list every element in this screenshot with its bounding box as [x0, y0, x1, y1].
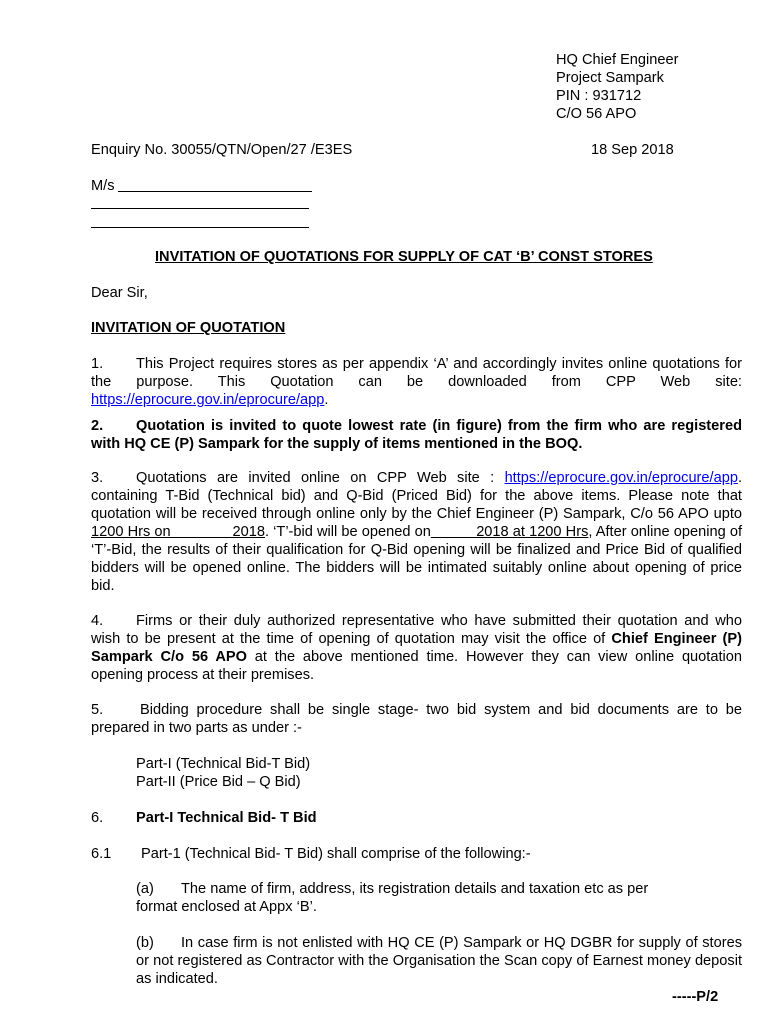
part-1-label: Part-I (Technical Bid-T Bid): [136, 756, 311, 772]
paragraph-3: 3. Quotations are invited online on CPP Web site : https://eprocure.gov.in/eprocure/app. containing T-Bid (Technical bid) and Q-Bid (Priced Bid) for the above items. Please note that quotation will be received through online only by the Chief Engineer (P) Sampark, C/o 56 APO upto 1200 Hrs on 2018. ‘T’-bid will be opened on 2018 at 1200 Hrs, After online opening of ‘T’-Bid, the results of their qualification for Q-Bid opening will be finalized and Price Bid of qualified bidders will be opened online. The bidders will be intimated suitably online about opening of price bid.: [91, 470, 743, 594]
address-line-1: HQ Chief Engineer: [556, 52, 679, 68]
paragraph-number: 5.: [91, 702, 104, 718]
bid-opening-time: 2018 at 1200 Hrs: [430, 524, 589, 540]
section-heading: INVITATION OF QUOTATION: [91, 320, 286, 336]
recipient-blank-line: [91, 227, 309, 228]
enquiry-number: Enquiry No. 30055/QTN/Open/27 /E3ES: [91, 142, 353, 158]
paragraph-6-1-number: 6.1: [91, 846, 112, 862]
document-title: INVITATION OF QUOTATIONS FOR SUPPLY OF CAT ‘B’ CONST STORES: [155, 249, 653, 265]
paragraph-2: 2. Quotation is invited to quote lowest rate (in figure) from the firm who are registered with HQ CE (P) Sampark for the supply of items mentioned in the BOQ.: [91, 418, 742, 452]
office-name: Chief Engineer (P) Sampark C/o 56 APO: [91, 631, 742, 665]
paragraph-6-1-text: Part-1 (Technical Bid- T Bid) shall comprise of the following:-: [141, 846, 531, 862]
paragraph-5: 5. Bidding procedure shall be single stage- two bid system and bid documents are to be prepared in two parts as under :-: [91, 702, 742, 736]
recipient-prefix: M/s: [91, 178, 115, 194]
item-b: (b) In case firm is not enlisted with HQ CE (P) Sampark or HQ DGBR for supply of stores or not registered as Contractor with the Organisation the Scan copy of Earnest money deposit as indicated.: [136, 935, 742, 987]
item-a-line-2: format enclosed at Appx ‘B’.: [136, 899, 317, 915]
address-line-3: PIN : 931712: [556, 88, 642, 104]
eprocure-link[interactable]: https://eprocure.gov.in/eprocure/app: [504, 470, 738, 486]
paragraph-number: 3.: [91, 470, 104, 486]
part-2-label: Part-II (Price Bid – Q Bid): [136, 774, 301, 790]
paragraph-4: 4. Firms or their duly authorized representative who have submitted their quotation and who wish to be present at the time of opening of quotation may visit the office of Chief Engineer (P) Sampark C/o 56 APO at the above mentioned time. However they can view online quotation opening process at their premises.: [91, 613, 742, 683]
page-continuation-marker: -----P/2: [672, 989, 719, 1005]
paragraph-number: 4.: [91, 613, 104, 629]
eprocure-link[interactable]: https://eprocure.gov.in/eprocure/app: [91, 392, 325, 408]
item-a-label: (a): [136, 881, 154, 897]
paragraph-6-heading: Part-I Technical Bid- T Bid: [136, 810, 317, 826]
recipient-blank-line: [118, 191, 312, 192]
paragraph-1: 1. This Project requires stores as per appendix ‘A’ and accordingly invites online quotations for the purpose. This Quotation can be downloaded from CPP Web site: https://eprocure.gov.in/eprocure/app.: [91, 356, 742, 408]
paragraph-number: 1.: [91, 356, 104, 372]
address-line-4: C/O 56 APO: [556, 106, 637, 122]
enquiry-date: 18 Sep 2018: [591, 142, 674, 158]
recipient-blank-line: [91, 208, 309, 209]
paragraph-6-number: 6.: [91, 810, 104, 826]
bid-upto-time: 1200 Hrs on 2018: [91, 524, 265, 540]
item-a-line-1: The name of firm, address, its registration details and taxation etc as per: [181, 881, 649, 897]
paragraph-number: 2.: [91, 418, 104, 434]
address-line-2: Project Sampark: [556, 70, 664, 86]
salutation: Dear Sir,: [91, 285, 148, 301]
item-b-label: (b): [136, 935, 154, 951]
